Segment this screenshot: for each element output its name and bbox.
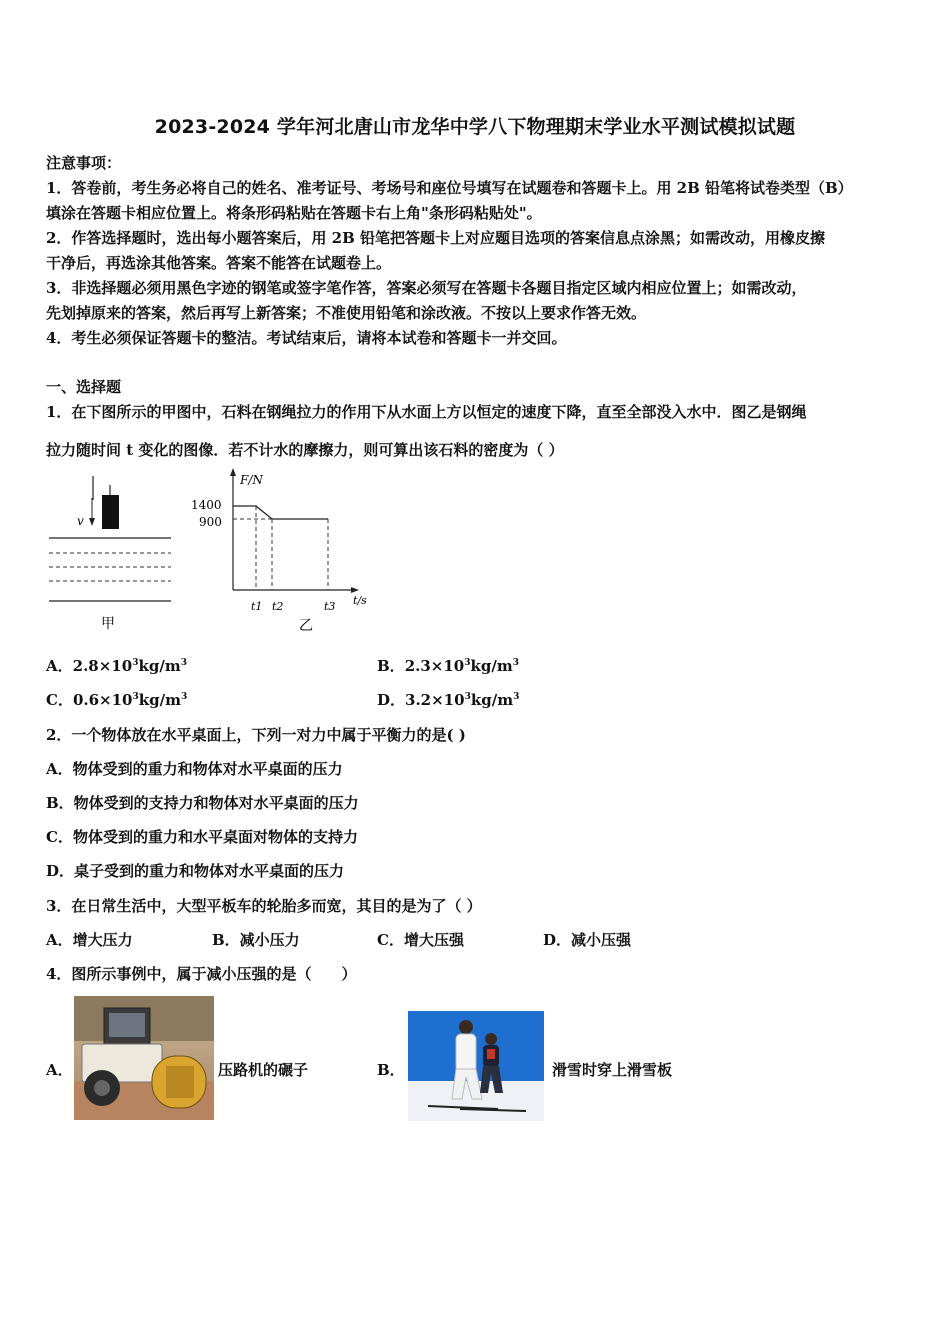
x-tick-t2: t2 [272, 600, 284, 613]
q4-option-b-text[interactable]: 滑雪时穿上滑雪板 [552, 1061, 673, 1079]
x-tick-t1: t1 [251, 600, 263, 613]
page-title: 2023-2024 学年河北唐山市龙华中学八下物理期末学业水平测试模拟试题 [154, 116, 796, 138]
velocity-label: v [77, 514, 84, 528]
force-curve [233, 506, 328, 519]
q3-stem: 3．在日常生活中，大型平板车的轮胎多而宽，其目的是为了（ ） [46, 897, 482, 915]
q4-option-b-label[interactable]: B． [377, 1061, 405, 1079]
q4-option-a-text[interactable]: 压路机的碾子 [218, 1061, 309, 1079]
q3-option-d[interactable]: D．减小压强 [543, 931, 632, 949]
notice-line-7: 4．考生必须保证答题卡的整洁。考试结束后，请将本试卷和答题卡一并交回。 [46, 329, 567, 347]
notice-heading: 注意事项： [46, 154, 122, 172]
figure-jia-caption: 甲 [101, 616, 115, 632]
figure-yi-caption: 乙 [299, 618, 313, 634]
road-roller-photo [74, 996, 214, 1120]
q1-stem-line-2: 拉力随时间 t 变化的图像．若不计水的摩擦力，则可算出该石料的密度为（ ） [46, 441, 564, 459]
q2-option-d[interactable]: D．桌子受到的重力和物体对水平桌面的压力 [46, 862, 345, 880]
q1-stem-line-1: 1．在下图所示的甲图中，石料在钢绳拉力的作用下从水面上方以恒定的速度下降，直至全部没入水中．图乙是钢绳 [46, 403, 807, 421]
q1-option-d[interactable]: D．$3.2\times 10^3kg/m^3$ [377, 691, 520, 709]
y-tick-900: 900 [199, 515, 222, 529]
stone-block [102, 495, 119, 529]
notice-line-5: 3．非选择题必须用黑色字迹的钢笔或签字笔作答，答案必须写在答题卡各题目指定区域内相应位置上；如需改动， [46, 279, 807, 297]
notice-line-1: 1．答卷前，考生务必将自己的姓名、准考证号、考场号和座位号填写在试题卷和答题卡上。用 2B 铅笔将试卷类型（B） [46, 179, 853, 197]
notice-line-4: 干净后，再选涂其他答案。答案不能答在试题卷上。 [46, 254, 392, 272]
x-axis-label: t/s [353, 594, 367, 607]
skiing-photo [408, 1011, 544, 1121]
figure-jia [44, 470, 179, 635]
velocity-arrow-head [89, 518, 95, 526]
q1-option-c[interactable]: C．$0.6\times 10^3kg/m^3$ [46, 691, 188, 709]
q3-option-a[interactable]: A．增大压力 [46, 931, 133, 949]
figure-yi-graph [186, 468, 376, 636]
q3-option-c[interactable]: C．增大压强 [377, 931, 464, 949]
section-heading: 一、选择题 [46, 378, 122, 396]
q2-option-c[interactable]: C．物体受到的重力和水平桌面对物体的支持力 [46, 828, 358, 846]
q2-option-a[interactable]: A．物体受到的重力和物体对水平桌面的压力 [46, 760, 343, 778]
y-tick-1400: 1400 [191, 498, 222, 512]
q3-option-b[interactable]: B．减小压力 [212, 931, 300, 949]
q4-stem: 4．图所示事例中，属于减小压强的是（ ） [46, 965, 357, 983]
x-tick-t3: t3 [324, 600, 336, 613]
q1-option-a[interactable]: A．$2.8\times 10^3kg/m^3$ [46, 657, 187, 675]
notice-line-6: 先划掉原来的答案，然后再写上新答案；不准使用铅笔和涂改液。不按以上要求作答无效。 [46, 304, 647, 322]
q4-option-a-label[interactable]: A． [46, 1061, 73, 1079]
notice-line-3: 2．作答选择题时，选出每小题答案后，用 2B 铅笔把答题卡上对应题目选项的答案信息点涂黑；如需改动，用橡皮擦 [46, 229, 826, 247]
x-axis-arrow [351, 587, 359, 593]
q2-stem: 2．一个物体放在水平桌面上，下列一对力中属于平衡力的是( ) [46, 726, 466, 744]
y-axis-arrow [230, 468, 236, 476]
q1-option-b[interactable]: B．$2.3\times 10^3kg/m^3$ [377, 657, 519, 675]
notice-line-2: 填涂在答题卡相应位置上。将条形码粘贴在答题卡右上角"条形码粘贴处"。 [46, 204, 542, 222]
q2-option-b[interactable]: B．物体受到的支持力和物体对水平桌面的压力 [46, 794, 359, 812]
y-axis-label: F/N [240, 473, 263, 487]
